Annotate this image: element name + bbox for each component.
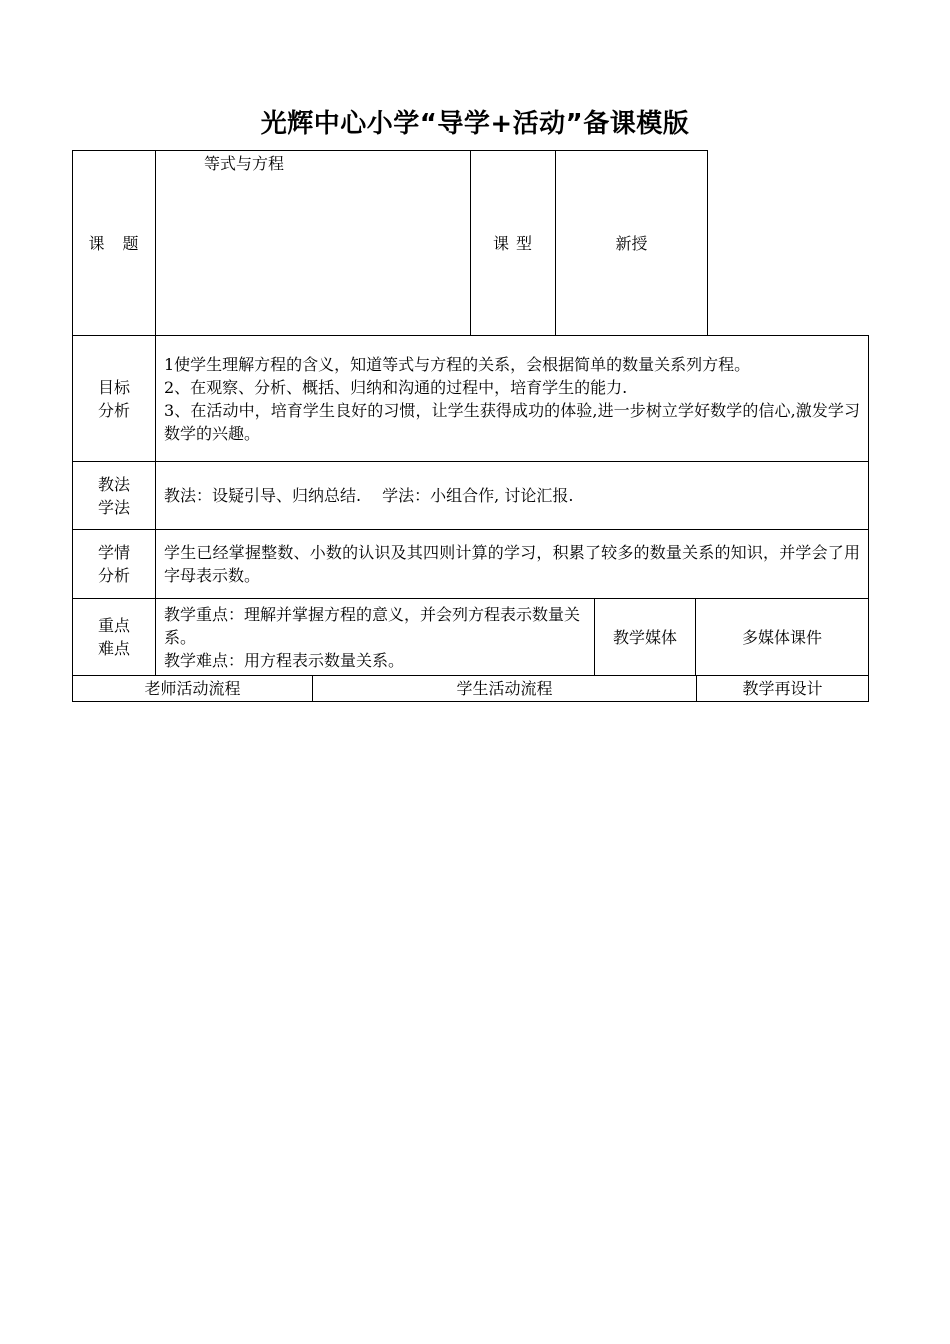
methods-text: 教法：设疑引导、归纳总结. 学法：小组合作, 讨论汇报. [156,462,869,530]
type-label: 课 型 [471,151,556,336]
key-point: 教学重点：理解并掌握方程的意义，并会列方程表示数量关系。 [164,604,581,647]
analysis-text: 学生已经掌握整数、小数的认识及其四则计算的学习，积累了较多的数量关系的知识，并学会了用字母表示数。 [156,530,869,599]
analysis-row [73,530,869,599]
methods-label [73,462,156,530]
lesson-plan-table [72,150,869,702]
type-value: 新授 [615,233,648,253]
difficulty-point: 教学难点：用方程表示数量关系。 [164,650,405,670]
flow-header-row [73,676,869,702]
objectives-label-line2: 分析 [97,400,130,420]
key-points-label-line2: 难点 [97,639,130,658]
objectives-label-line1: 目标 [97,377,130,397]
media-label: 教学媒体 [595,599,696,675]
key-points-row [73,599,869,676]
teacher-flow-header: 老师活动流程 [144,679,241,698]
objectives-content [156,336,869,462]
objective-item-1: 1使学生理解方程的含义，知道等式与方程的关系，会根据简单的数量关系列方程。 [164,354,751,374]
flow-header-cell [73,676,869,702]
analysis-label [73,530,156,599]
media-value: 多媒体课件 [696,599,869,675]
objective-item-3: 3、在活动中，培育学生良好的习惯，让学生获得成功的体验,进一步树立学好数学的信心,激发学习数学的兴趣。 [164,400,860,443]
objectives-label [73,336,156,462]
type-period-cell [556,151,708,336]
key-points-cell [156,599,869,676]
analysis-label-line2: 分析 [97,566,130,585]
topic-label: 课 题 [73,151,156,336]
page-title: 光辉中心小学“导学+活动”备课模版 [260,109,690,139]
methods-label-line2: 学法 [97,497,130,517]
methods-row [73,462,869,530]
key-points-label-line1: 重点 [97,616,130,635]
header-row [73,151,869,336]
topic-value: 等式与方程 [156,151,471,336]
student-flow-header: 学生活动流程 [313,676,697,701]
methods-label-line1: 教法 [97,474,130,494]
objective-item-2: 2、在观察、分析、概括、归纳和沟通的过程中，培育学生的能力. [164,377,628,397]
redesign-header: 教学再设计 [697,676,869,701]
objectives-row [73,336,869,462]
key-points-text [156,599,595,675]
analysis-label-line1: 学情 [97,543,130,562]
key-points-label [73,599,156,676]
